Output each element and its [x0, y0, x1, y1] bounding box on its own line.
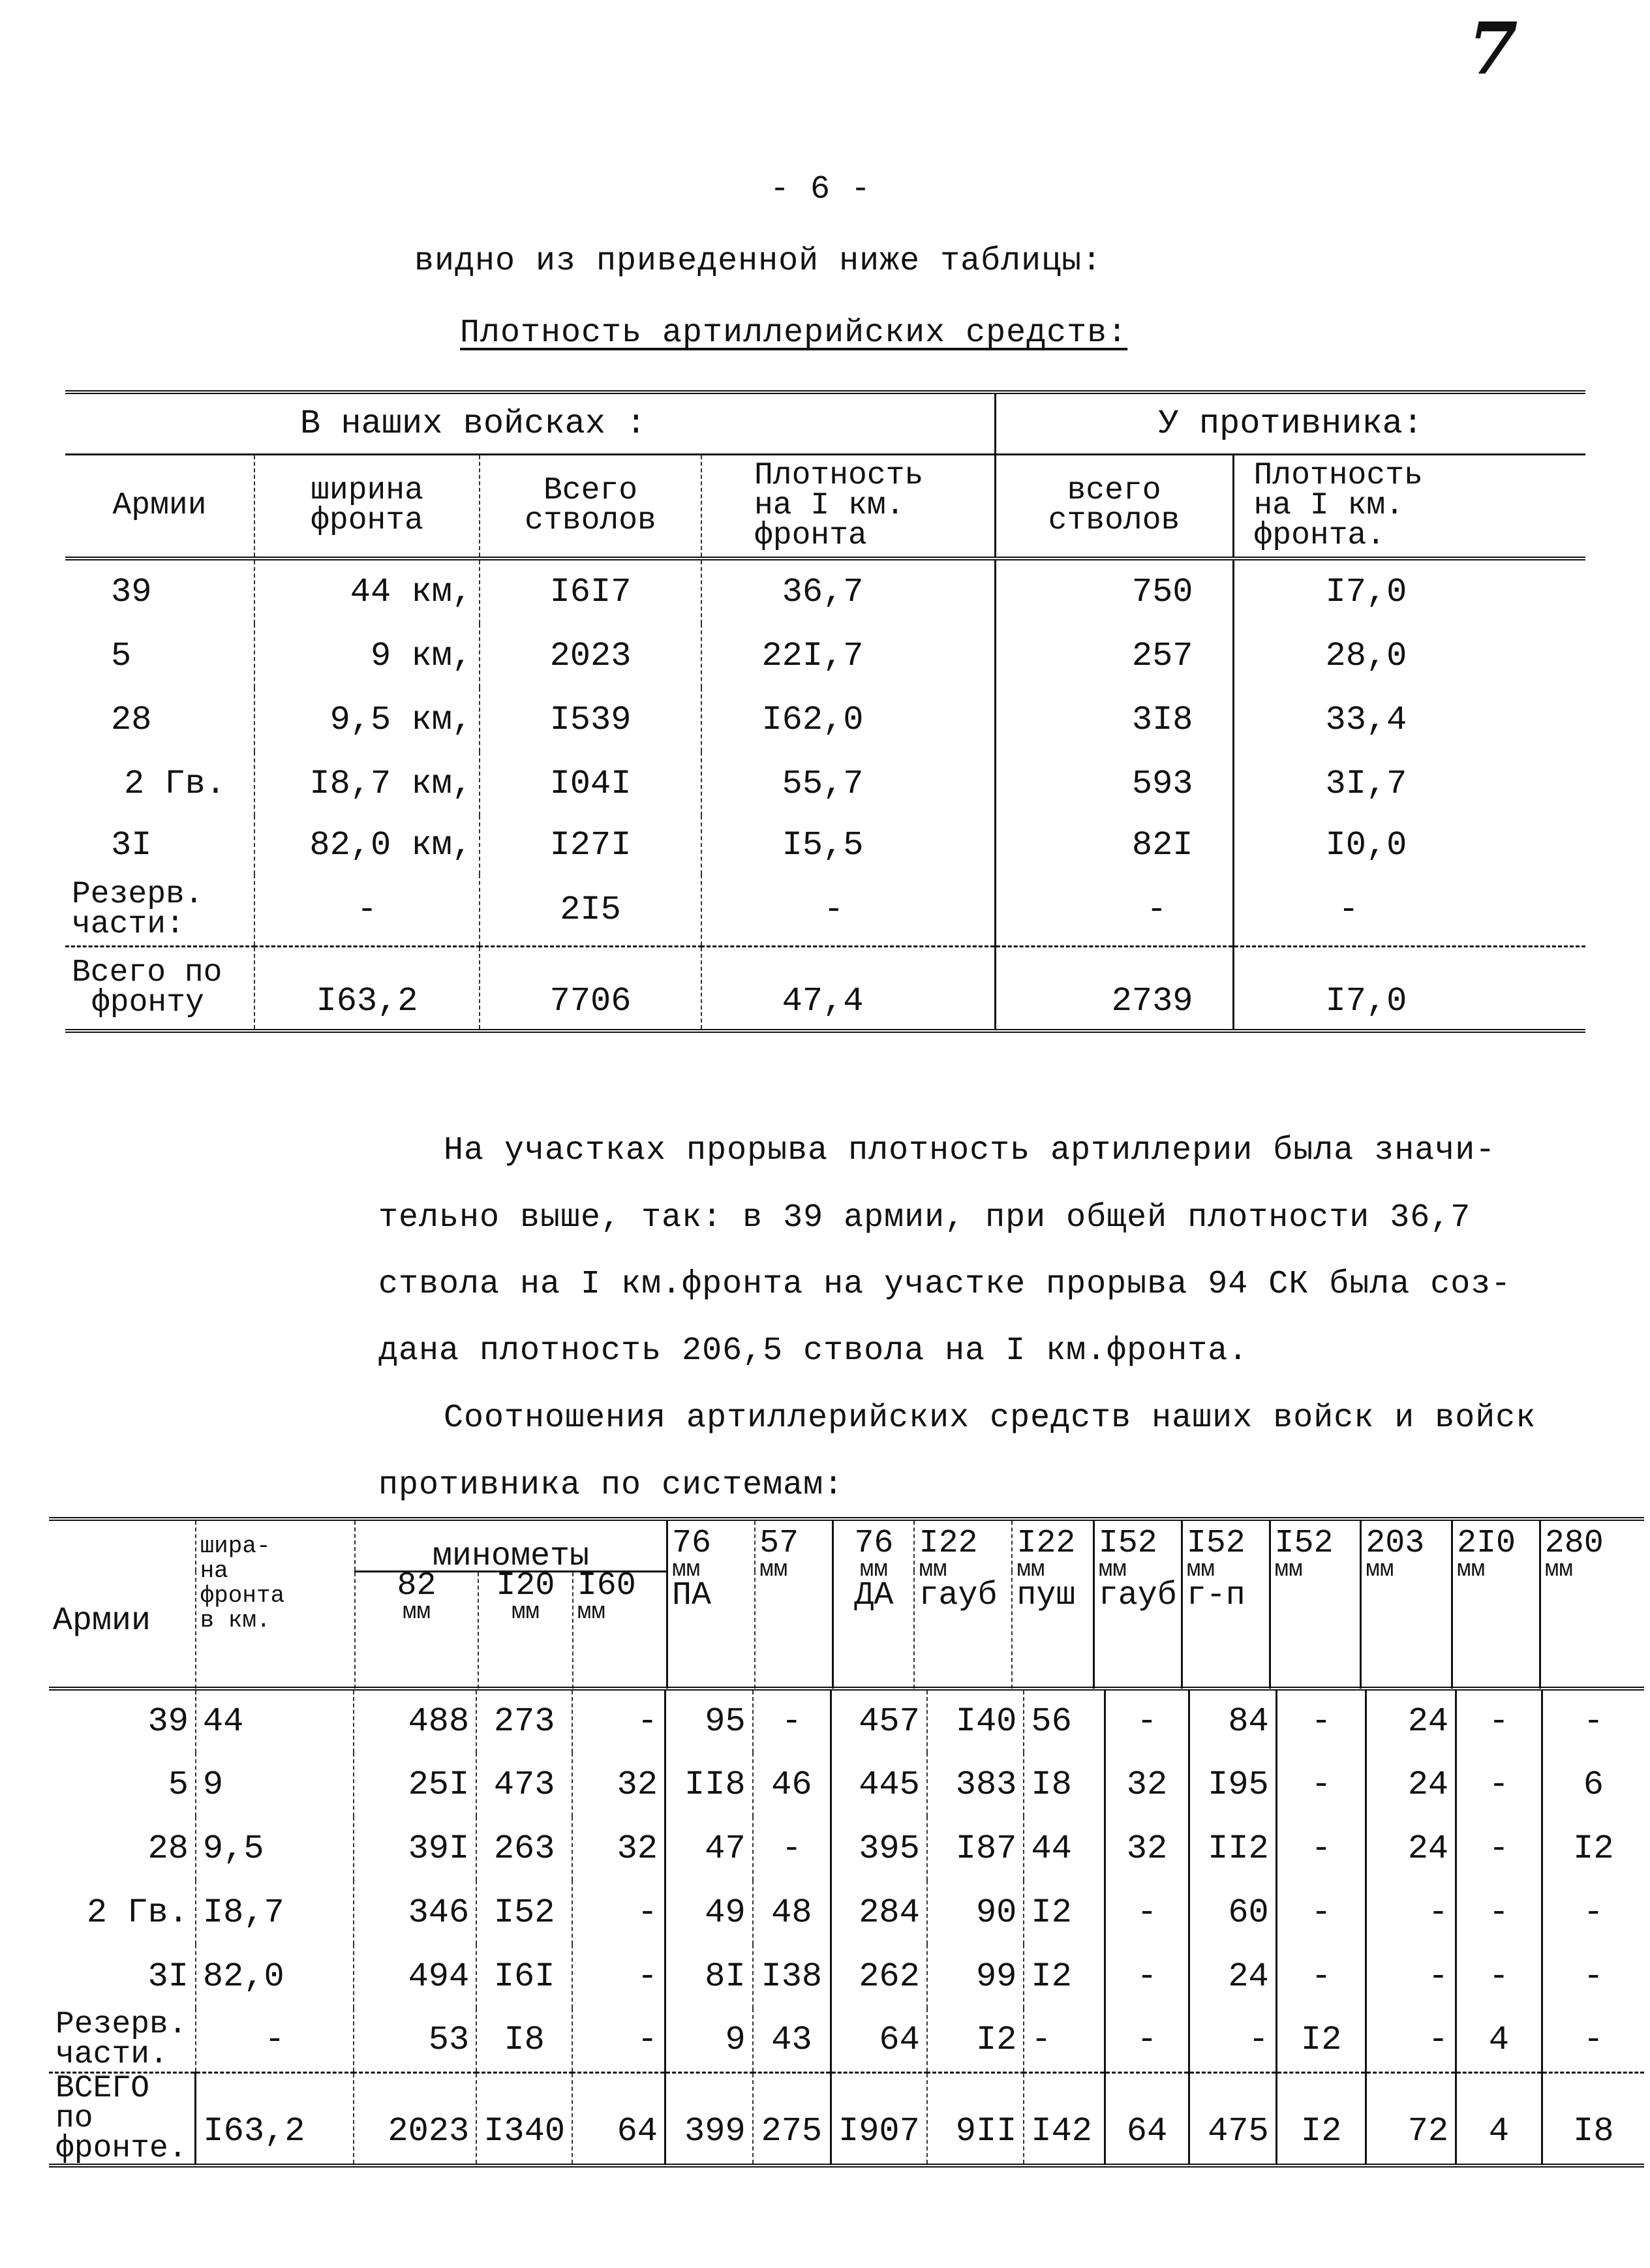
- t2-header-col: I20 мм: [478, 1571, 573, 1689]
- cell-value: 2023: [354, 2072, 476, 2166]
- cell-army: 39: [111, 573, 152, 611]
- cell-value: 46: [753, 1753, 831, 1816]
- cell-value: 64: [831, 2008, 927, 2072]
- cell-value: 275: [753, 2072, 831, 2166]
- cell-density: -: [701, 874, 995, 946]
- cell-enemy-density: I7,0: [1233, 946, 1585, 1031]
- cell-value: -: [1366, 1944, 1456, 2008]
- cell-value: -: [1456, 1816, 1542, 1880]
- cell-value: 32: [572, 1753, 665, 1816]
- cell-width: 9,5 км,: [254, 688, 480, 752]
- cell-army: 3I: [147, 1957, 189, 1996]
- cell-width: -: [196, 2008, 354, 2072]
- cell-value: II2: [1189, 1816, 1276, 1880]
- cell-enemy-total: 2739: [995, 946, 1233, 1031]
- cell-value: 64: [572, 2072, 665, 2166]
- paragraph2-line: Соотношения артиллерийских средств наших войск и войск: [444, 1400, 1536, 1437]
- cell-width: 9: [196, 1753, 354, 1816]
- cell-army: Резерв. части.: [55, 2007, 187, 2073]
- t2-header-col: 203 мм: [1361, 1519, 1452, 1689]
- cell-total: I6I7: [480, 559, 701, 624]
- cell-value: -: [1105, 1689, 1189, 1753]
- cell-value: 24: [1366, 1753, 1456, 1816]
- cell-value: 25I: [354, 1753, 476, 1816]
- cell-army: 2 Гв.: [86, 1893, 189, 1932]
- paragraph1-line: тельно выше, так: в 39 армии, при общей плотности 36,7: [378, 1199, 1471, 1236]
- table-row: [65, 559, 1585, 624]
- cell-value: -: [572, 1880, 665, 1944]
- header-enemy-total: всего стволов: [995, 454, 1233, 559]
- table-row: [65, 688, 1585, 752]
- header-total: Всего стволов: [480, 454, 701, 559]
- cell-value: 90: [927, 1880, 1024, 1944]
- cell-enemy-density: I7,0: [1233, 559, 1585, 624]
- header-army: Армии: [112, 488, 207, 524]
- cell-value: 9: [665, 2008, 752, 2072]
- cell-value: I52: [476, 1880, 572, 1944]
- cell-army: Резерв. части:: [72, 877, 204, 943]
- cell-army: 28: [111, 700, 152, 739]
- t2-header-col: I22 мм пуш: [1012, 1519, 1093, 1689]
- cell-width: 82,0: [196, 1944, 354, 2008]
- cell-total: 2023: [480, 624, 701, 688]
- header-enemy-density: Плотность на I км. фронта.: [1233, 454, 1585, 559]
- cell-value: 263: [476, 1816, 572, 1880]
- cell-value: 383: [927, 1753, 1024, 1816]
- cell-value: -: [1366, 2008, 1456, 2072]
- cell-value: 44: [1024, 1816, 1105, 1880]
- cell-width: I8,7: [196, 1880, 354, 1944]
- cell-enemy-total: 750: [995, 559, 1233, 624]
- cell-army: 3I: [111, 825, 152, 865]
- cell-density: 47,4: [701, 946, 995, 1031]
- intro-line: видно из приведенной ниже таблицы:: [414, 243, 1103, 280]
- handwritten-page-number: 7: [1468, 7, 1518, 91]
- cell-value: 8I: [665, 1944, 752, 2008]
- table-row: [65, 752, 1585, 816]
- cell-value: -: [1542, 1944, 1644, 2008]
- cell-width: -: [254, 874, 480, 946]
- cell-army: Всего по фронту: [72, 955, 222, 1021]
- cell-value: I907: [831, 2072, 927, 2166]
- cell-value: 49: [665, 1880, 752, 1944]
- paragraph2-line: противника по системам:: [378, 1467, 844, 1504]
- cell-value: 84: [1189, 1689, 1276, 1753]
- table-row: [65, 874, 1585, 946]
- cell-value: 72: [1366, 2072, 1456, 2166]
- cell-value: -: [1189, 2008, 1276, 2072]
- cell-value: -: [1276, 1880, 1366, 1944]
- cell-value: 60: [1189, 1880, 1276, 1944]
- cell-value: 48: [753, 1880, 831, 1944]
- t2-header-col: 280 мм: [1540, 1519, 1644, 1689]
- cell-value: I95: [1189, 1753, 1276, 1816]
- t2-header-col: I22 мм гауб: [914, 1519, 1012, 1689]
- cell-value: I2: [1024, 1880, 1105, 1944]
- t2-header-col: 76 мм ДА: [833, 1519, 915, 1689]
- cell-enemy-density: 28,0: [1233, 624, 1585, 688]
- cell-value: -: [753, 1689, 831, 1753]
- cell-value: I38: [753, 1944, 831, 2008]
- cell-value: 488: [354, 1689, 476, 1753]
- table-row: [49, 1753, 1644, 1816]
- cell-value: 24: [1189, 1944, 1276, 2008]
- cell-value: -: [753, 1816, 831, 1880]
- cell-width: 82,0 км,: [254, 816, 480, 874]
- cell-enemy-density: I0,0: [1233, 816, 1585, 874]
- cell-value: 475: [1189, 2072, 1276, 2166]
- cell-army: 5: [111, 636, 132, 675]
- cell-value: 47: [665, 1816, 752, 1880]
- cell-value: -: [1456, 1753, 1542, 1816]
- cell-width: 9,5: [196, 1816, 354, 1880]
- cell-value: I2: [1276, 2072, 1366, 2166]
- cell-total: 2I5: [480, 874, 701, 946]
- cell-value: 32: [1105, 1753, 1189, 1816]
- cell-army: ВСЕГО по фронте.: [55, 2070, 187, 2166]
- cell-enemy-density: 33,4: [1233, 688, 1585, 752]
- cell-value: I42: [1024, 2072, 1105, 2166]
- cell-total: 7706: [480, 946, 701, 1031]
- cell-value: 9II: [927, 2072, 1024, 2166]
- cell-total: I04I: [480, 752, 701, 816]
- cell-value: I8: [476, 2008, 572, 2072]
- cell-value: -: [1276, 1753, 1366, 1816]
- cell-army: 39: [147, 1702, 189, 1741]
- cell-width: 44 км,: [254, 559, 480, 624]
- table-row: [65, 624, 1585, 688]
- cell-value: 6: [1542, 1753, 1644, 1816]
- cell-value: 346: [354, 1880, 476, 1944]
- cell-density: I62,0: [701, 688, 995, 752]
- t2-header-army: Армии: [53, 1602, 151, 1640]
- cell-value: 4: [1456, 2072, 1542, 2166]
- cell-value: 32: [1105, 1816, 1189, 1880]
- group-header-ours: В наших войсках :: [300, 404, 647, 443]
- paragraph1-line: дана плотность 206,5 ствола на I км.фронта.: [378, 1332, 1249, 1370]
- cell-density: 36,7: [701, 559, 995, 624]
- cell-value: 99: [927, 1944, 1024, 2008]
- cell-value: II8: [665, 1753, 752, 1816]
- cell-enemy-total: 82I: [995, 816, 1233, 874]
- t2-header-col: 82 мм: [355, 1571, 478, 1689]
- table1-caption: Плотность артиллерийских средств:: [460, 314, 1128, 352]
- artillery-systems-table: [49, 1517, 1644, 1689]
- cell-width: 44: [196, 1689, 354, 1753]
- cell-value: 43: [753, 2008, 831, 2072]
- cell-density: 55,7: [701, 752, 995, 816]
- cell-value: 445: [831, 1753, 927, 1816]
- cell-density: I5,5: [701, 816, 995, 874]
- table-total-row: [65, 946, 1585, 1031]
- cell-value: -: [1456, 1944, 1542, 2008]
- cell-value: 494: [354, 1944, 476, 2008]
- cell-value: 395: [831, 1816, 927, 1880]
- cell-enemy-density: 3I,7: [1233, 752, 1585, 816]
- cell-value: 262: [831, 1944, 927, 2008]
- cell-value: I8: [1024, 1753, 1105, 1816]
- cell-value: I87: [927, 1816, 1024, 1880]
- cell-width: I63,2: [254, 946, 480, 1031]
- cell-value: 24: [1366, 1816, 1456, 1880]
- cell-value: I2: [1276, 2008, 1366, 2072]
- cell-value: 53: [354, 2008, 476, 2072]
- cell-value: 64: [1105, 2072, 1189, 2166]
- cell-value: 399: [665, 2072, 752, 2166]
- table-row: [49, 2008, 1644, 2072]
- cell-value: 284: [831, 1880, 927, 1944]
- cell-value: 56: [1024, 1689, 1105, 1753]
- cell-army: 2 Гв.: [124, 764, 226, 803]
- cell-value: -: [1105, 1880, 1189, 1944]
- header-width: ширина фронта: [254, 454, 480, 559]
- table-row: [65, 816, 1585, 874]
- cell-value: I40: [927, 1689, 1024, 1753]
- cell-value: -: [1276, 1944, 1366, 2008]
- artillery-density-table: [65, 390, 1585, 1033]
- cell-value: -: [1542, 2008, 1644, 2072]
- cell-value: I2: [1542, 1816, 1644, 1880]
- cell-value: I340: [476, 2072, 572, 2166]
- cell-enemy-total: 3I8: [995, 688, 1233, 752]
- table-row: [49, 1689, 1644, 1753]
- cell-enemy-total: 593: [995, 752, 1233, 816]
- cell-value: -: [1276, 1816, 1366, 1880]
- cell-value: 473: [476, 1753, 572, 1816]
- paragraph1-line: На участках прорыва плотность артиллерии была значи-: [444, 1132, 1496, 1169]
- cell-value: I6I: [476, 1944, 572, 2008]
- cell-enemy-total: -: [995, 874, 1233, 946]
- header-density: Плотность на I км. фронта: [701, 454, 995, 559]
- cell-value: 95: [665, 1689, 752, 1753]
- cell-value: -: [1456, 1689, 1542, 1753]
- cell-value: -: [572, 2008, 665, 2072]
- t2-header-mortars: минометы: [355, 1519, 667, 1571]
- cell-total: I539: [480, 688, 701, 752]
- t2-header-col: 2I0 мм: [1452, 1519, 1540, 1689]
- table-row: [49, 1944, 1644, 2008]
- cell-value: -: [572, 1689, 665, 1753]
- cell-value: -: [1542, 1880, 1644, 1944]
- t2-header-col: I60 мм: [573, 1571, 667, 1689]
- cell-value: -: [572, 1944, 665, 2008]
- t2-header-width: шира- на фронта в км.: [196, 1519, 355, 1689]
- table-row: [49, 1880, 1644, 1944]
- paragraph1-line: ствола на I км.фронта на участке прорыва 94 СК была соз-: [378, 1266, 1512, 1303]
- cell-value: -: [1276, 1689, 1366, 1753]
- cell-value: 457: [831, 1689, 927, 1753]
- cell-army: 28: [147, 1829, 189, 1868]
- cell-value: I2: [927, 2008, 1024, 2072]
- cell-value: 24: [1366, 1689, 1456, 1753]
- cell-value: I8: [1542, 2072, 1644, 2166]
- cell-value: -: [1024, 2008, 1105, 2072]
- cell-width: I63,2: [196, 2072, 354, 2166]
- cell-value: -: [1456, 1880, 1542, 1944]
- cell-enemy-density: -: [1233, 874, 1585, 946]
- cell-value: 273: [476, 1689, 572, 1753]
- t2-header-col: 76 мм ПА: [667, 1519, 756, 1689]
- cell-value: -: [1105, 2008, 1189, 2072]
- cell-width: 9 км,: [254, 624, 480, 688]
- group-header-enemy: У противника:: [995, 392, 1585, 454]
- t2-header-col: 57 мм: [755, 1519, 833, 1689]
- cell-value: -: [1366, 1880, 1456, 1944]
- t2-header-col: I52 мм: [1270, 1519, 1361, 1689]
- cell-value: 4: [1456, 2008, 1542, 2072]
- artillery-systems-table-body: [49, 1687, 1644, 2168]
- cell-value: -: [1105, 1944, 1189, 2008]
- cell-width: I8,7 км,: [254, 752, 480, 816]
- typed-page-number: - 6 -: [770, 171, 872, 208]
- cell-total: I27I: [480, 816, 701, 874]
- cell-value: I2: [1024, 1944, 1105, 2008]
- cell-density: 22I,7: [701, 624, 995, 688]
- cell-value: 39I: [354, 1816, 476, 1880]
- cell-value: 32: [572, 1816, 665, 1880]
- t2-header-col: I52 мм г-п: [1182, 1519, 1270, 1689]
- table-total-row: [49, 2072, 1644, 2166]
- cell-army: 5: [168, 1765, 189, 1804]
- table-row: [49, 1816, 1644, 1880]
- cell-enemy-total: 257: [995, 624, 1233, 688]
- t2-header-col: I52 мм гауб: [1093, 1519, 1182, 1689]
- cell-value: -: [1542, 1689, 1644, 1753]
